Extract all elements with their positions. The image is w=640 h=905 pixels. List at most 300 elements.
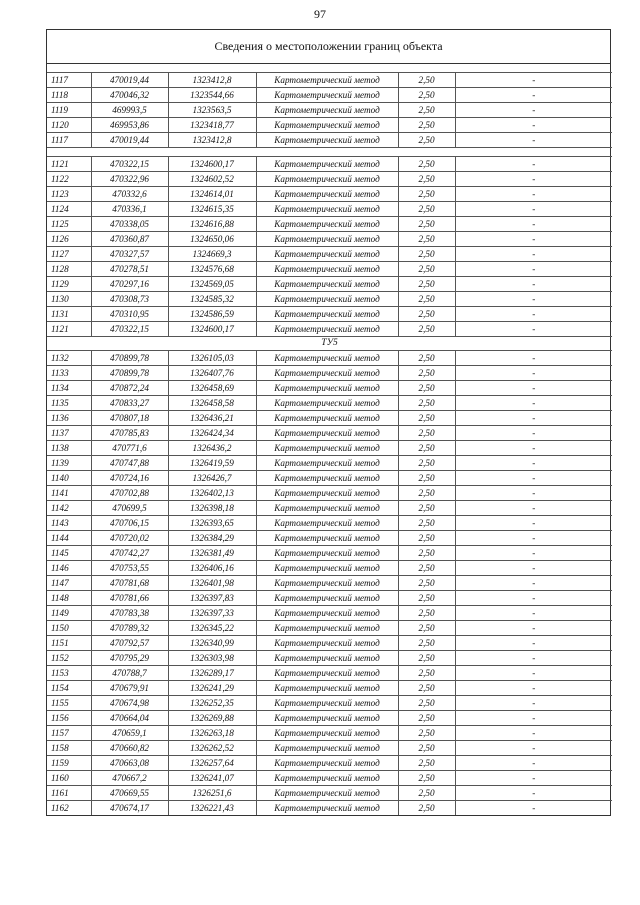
table-row <box>47 187 612 202</box>
coord-y-cell: 1326436,2 <box>168 441 256 456</box>
method-cell: Картометрический метод <box>256 351 398 366</box>
coord-x-cell: 470674,17 <box>91 801 168 816</box>
coord-y-cell: 1324600,17 <box>168 322 256 337</box>
precision-cell: 2,50 <box>398 322 455 337</box>
precision-cell: 2,50 <box>398 756 455 771</box>
table-row <box>47 471 612 486</box>
description-cell: - <box>455 681 612 696</box>
description-cell: - <box>455 516 612 531</box>
method-cell: Картометрический метод <box>256 411 398 426</box>
table-row <box>47 771 612 786</box>
method-cell: Картометрический метод <box>256 786 398 801</box>
precision-cell: 2,50 <box>398 531 455 546</box>
table-row <box>47 621 612 636</box>
description-cell: - <box>455 262 612 277</box>
point-number-cell: 1136 <box>47 411 91 426</box>
precision-cell: 2,50 <box>398 516 455 531</box>
description-cell: - <box>455 771 612 786</box>
method-cell: Картометрический метод <box>256 651 398 666</box>
description-cell: - <box>455 217 612 232</box>
method-cell: Картометрический метод <box>256 681 398 696</box>
precision-cell: 2,50 <box>398 741 455 756</box>
point-number-cell: 1135 <box>47 396 91 411</box>
table-row <box>47 411 612 426</box>
description-cell: - <box>455 786 612 801</box>
table-row <box>47 103 612 118</box>
point-number-cell: 1117 <box>47 133 91 148</box>
description-cell: - <box>455 756 612 771</box>
coord-x-cell: 470785,83 <box>91 426 168 441</box>
table-row <box>47 516 612 531</box>
method-cell: Картометрический метод <box>256 322 398 337</box>
coord-y-cell: 1324616,88 <box>168 217 256 232</box>
description-cell: - <box>455 651 612 666</box>
description-cell: - <box>455 441 612 456</box>
table-row <box>47 351 612 366</box>
description-cell: - <box>455 621 612 636</box>
table-row <box>47 441 612 456</box>
description-cell: - <box>455 471 612 486</box>
table-row <box>47 262 612 277</box>
coord-y-cell: 1326424,34 <box>168 426 256 441</box>
precision-cell: 2,50 <box>398 366 455 381</box>
point-number-cell: 1155 <box>47 696 91 711</box>
method-cell: Картометрический метод <box>256 118 398 133</box>
precision-cell: 2,50 <box>398 381 455 396</box>
coord-x-cell: 470702,88 <box>91 486 168 501</box>
description-cell: - <box>455 157 612 172</box>
coord-x-cell: 470781,66 <box>91 591 168 606</box>
table-row <box>47 217 612 232</box>
coord-y-cell: 1326345,22 <box>168 621 256 636</box>
coord-x-cell: 470322,96 <box>91 172 168 187</box>
method-cell: Картометрический метод <box>256 636 398 651</box>
description-cell: - <box>455 202 612 217</box>
description-cell: - <box>455 486 612 501</box>
precision-cell: 2,50 <box>398 636 455 651</box>
coord-x-cell: 470322,15 <box>91 322 168 337</box>
point-number-cell: 1156 <box>47 711 91 726</box>
coord-x-cell: 470720,02 <box>91 531 168 546</box>
table-row <box>47 426 612 441</box>
precision-cell: 2,50 <box>398 606 455 621</box>
point-number-cell: 1138 <box>47 441 91 456</box>
description-cell: - <box>455 426 612 441</box>
coord-x-cell: 469953,86 <box>91 118 168 133</box>
coord-y-cell: 1326241,29 <box>168 681 256 696</box>
point-number-cell: 1126 <box>47 232 91 247</box>
coord-y-cell: 1324585,32 <box>168 292 256 307</box>
table-row <box>47 636 612 651</box>
table-row <box>47 651 612 666</box>
table-title: Сведения о местоположении границ объекта <box>47 30 610 64</box>
point-number-cell: 1127 <box>47 247 91 262</box>
page-number: 97 <box>314 7 326 21</box>
coord-y-cell: 1326397,33 <box>168 606 256 621</box>
method-cell: Картометрический метод <box>256 801 398 816</box>
point-number-cell: 1129 <box>47 277 91 292</box>
precision-cell: 2,50 <box>398 456 455 471</box>
point-number-cell: 1143 <box>47 516 91 531</box>
description-cell: - <box>455 591 612 606</box>
method-cell: Картометрический метод <box>256 133 398 148</box>
table-row <box>47 486 612 501</box>
table-row <box>47 546 612 561</box>
coord-y-cell: 1324600,17 <box>168 157 256 172</box>
precision-cell: 2,50 <box>398 786 455 801</box>
coord-y-cell: 1323563,5 <box>168 103 256 118</box>
point-number-cell: 1161 <box>47 786 91 801</box>
method-cell: Картометрический метод <box>256 471 398 486</box>
coord-y-cell: 1324586,59 <box>168 307 256 322</box>
coord-x-cell: 470781,68 <box>91 576 168 591</box>
method-cell: Картометрический метод <box>256 73 398 88</box>
table-row <box>47 381 612 396</box>
section-separator-cell <box>47 64 612 73</box>
coord-x-cell: 470660,82 <box>91 741 168 756</box>
coord-x-cell: 470327,57 <box>91 247 168 262</box>
table-row <box>47 247 612 262</box>
table-row <box>47 576 612 591</box>
precision-cell: 2,50 <box>398 546 455 561</box>
table-row <box>47 801 612 816</box>
coord-y-cell: 1323544,66 <box>168 88 256 103</box>
table-row <box>47 133 612 148</box>
precision-cell: 2,50 <box>398 771 455 786</box>
description-cell: - <box>455 696 612 711</box>
coord-y-cell: 1326381,49 <box>168 546 256 561</box>
point-number-cell: 1131 <box>47 307 91 322</box>
method-cell: Картометрический метод <box>256 232 398 247</box>
method-cell: Картометрический метод <box>256 696 398 711</box>
coord-y-cell: 1323418,77 <box>168 118 256 133</box>
point-number-cell: 1151 <box>47 636 91 651</box>
precision-cell: 2,50 <box>398 666 455 681</box>
method-cell: Картометрический метод <box>256 741 398 756</box>
coord-y-cell: 1326393,65 <box>168 516 256 531</box>
method-cell: Картометрический метод <box>256 621 398 636</box>
coord-x-cell: 470046,32 <box>91 88 168 103</box>
table-row <box>47 741 612 756</box>
coord-x-cell: 470360,87 <box>91 232 168 247</box>
description-cell: - <box>455 561 612 576</box>
coord-y-cell: 1326105,03 <box>168 351 256 366</box>
precision-cell: 2,50 <box>398 726 455 741</box>
coord-x-cell: 470724,16 <box>91 471 168 486</box>
description-cell: - <box>455 307 612 322</box>
table-row <box>47 292 612 307</box>
precision-cell: 2,50 <box>398 232 455 247</box>
description-cell: - <box>455 322 612 337</box>
description-cell: - <box>455 351 612 366</box>
coord-x-cell: 470338,05 <box>91 217 168 232</box>
precision-cell: 2,50 <box>398 187 455 202</box>
table-row <box>47 232 612 247</box>
description-cell: - <box>455 411 612 426</box>
method-cell: Картометрический метод <box>256 516 398 531</box>
coord-x-cell: 470664,04 <box>91 711 168 726</box>
precision-cell: 2,50 <box>398 202 455 217</box>
description-cell: - <box>455 292 612 307</box>
table-row <box>47 118 612 133</box>
coord-x-cell: 470659,1 <box>91 726 168 741</box>
coord-x-cell: 470278,51 <box>91 262 168 277</box>
point-number-cell: 1141 <box>47 486 91 501</box>
coord-x-cell: 470807,18 <box>91 411 168 426</box>
coord-y-cell: 1326289,17 <box>168 666 256 681</box>
description-cell: - <box>455 277 612 292</box>
precision-cell: 2,50 <box>398 133 455 148</box>
precision-cell: 2,50 <box>398 262 455 277</box>
coord-x-cell: 470788,7 <box>91 666 168 681</box>
section-label: ТУ5 <box>47 337 612 351</box>
coordinates-table <box>47 64 612 815</box>
description-cell: - <box>455 666 612 681</box>
point-number-cell: 1132 <box>47 351 91 366</box>
description-cell: - <box>455 88 612 103</box>
coord-x-cell: 470789,32 <box>91 621 168 636</box>
precision-cell: 2,50 <box>398 441 455 456</box>
section-separator <box>47 148 612 157</box>
method-cell: Картометрический метод <box>256 771 398 786</box>
point-number-cell: 1120 <box>47 118 91 133</box>
table-row <box>47 157 612 172</box>
coord-y-cell: 1326407,76 <box>168 366 256 381</box>
description-cell: - <box>455 501 612 516</box>
coord-y-cell: 1326303,98 <box>168 651 256 666</box>
table-row <box>47 88 612 103</box>
precision-cell: 2,50 <box>398 247 455 262</box>
table-row <box>47 606 612 621</box>
method-cell: Картометрический метод <box>256 88 398 103</box>
point-number-cell: 1128 <box>47 262 91 277</box>
point-number-cell: 1162 <box>47 801 91 816</box>
point-number-cell: 1123 <box>47 187 91 202</box>
precision-cell: 2,50 <box>398 157 455 172</box>
coordinates-table-body <box>47 64 612 815</box>
method-cell: Картометрический метод <box>256 726 398 741</box>
coord-y-cell: 1323412,8 <box>168 133 256 148</box>
point-number-cell: 1148 <box>47 591 91 606</box>
description-cell: - <box>455 133 612 148</box>
method-cell: Картометрический метод <box>256 247 398 262</box>
description-cell: - <box>455 381 612 396</box>
precision-cell: 2,50 <box>398 118 455 133</box>
precision-cell: 2,50 <box>398 103 455 118</box>
description-cell: - <box>455 172 612 187</box>
coord-y-cell: 1326221,43 <box>168 801 256 816</box>
coord-y-cell: 1326458,58 <box>168 396 256 411</box>
method-cell: Картометрический метод <box>256 456 398 471</box>
coord-x-cell: 470019,44 <box>91 133 168 148</box>
coord-y-cell: 1326406,16 <box>168 561 256 576</box>
method-cell: Картометрический метод <box>256 561 398 576</box>
table-row <box>47 396 612 411</box>
coord-x-cell: 470792,57 <box>91 636 168 651</box>
method-cell: Картометрический метод <box>256 277 398 292</box>
point-number-cell: 1150 <box>47 621 91 636</box>
precision-cell: 2,50 <box>398 88 455 103</box>
point-number-cell: 1144 <box>47 531 91 546</box>
method-cell: Картометрический метод <box>256 666 398 681</box>
description-cell: - <box>455 531 612 546</box>
coord-y-cell: 1326251,6 <box>168 786 256 801</box>
method-cell: Картометрический метод <box>256 292 398 307</box>
table-row <box>47 696 612 711</box>
method-cell: Картометрический метод <box>256 546 398 561</box>
precision-cell: 2,50 <box>398 471 455 486</box>
table-row <box>47 726 612 741</box>
method-cell: Картометрический метод <box>256 307 398 322</box>
coord-x-cell: 470872,24 <box>91 381 168 396</box>
coord-x-cell: 470899,78 <box>91 351 168 366</box>
point-number-cell: 1117 <box>47 73 91 88</box>
description-cell: - <box>455 232 612 247</box>
point-number-cell: 1145 <box>47 546 91 561</box>
table-row <box>47 531 612 546</box>
coord-x-cell: 470795,29 <box>91 651 168 666</box>
point-number-cell: 1121 <box>47 322 91 337</box>
point-number-cell: 1147 <box>47 576 91 591</box>
coord-x-cell: 470771,6 <box>91 441 168 456</box>
table-row <box>47 666 612 681</box>
coord-x-cell: 470297,16 <box>91 277 168 292</box>
point-number-cell: 1146 <box>47 561 91 576</box>
description-cell: - <box>455 456 612 471</box>
coord-x-cell: 470332,6 <box>91 187 168 202</box>
description-cell: - <box>455 546 612 561</box>
method-cell: Картометрический метод <box>256 202 398 217</box>
coord-x-cell: 470308,73 <box>91 292 168 307</box>
point-number-cell: 1160 <box>47 771 91 786</box>
description-cell: - <box>455 606 612 621</box>
coord-y-cell: 1324669,3 <box>168 247 256 262</box>
table-row <box>47 202 612 217</box>
point-number-cell: 1140 <box>47 471 91 486</box>
point-number-cell: 1159 <box>47 756 91 771</box>
precision-cell: 2,50 <box>398 501 455 516</box>
description-cell: - <box>455 247 612 262</box>
point-number-cell: 1154 <box>47 681 91 696</box>
precision-cell: 2,50 <box>398 411 455 426</box>
coord-y-cell: 1326401,98 <box>168 576 256 591</box>
coord-x-cell: 470742,27 <box>91 546 168 561</box>
table-row <box>47 786 612 801</box>
precision-cell: 2,50 <box>398 801 455 816</box>
coord-y-cell: 1324569,05 <box>168 277 256 292</box>
precision-cell: 2,50 <box>398 217 455 232</box>
description-cell: - <box>455 73 612 88</box>
precision-cell: 2,50 <box>398 591 455 606</box>
table-row <box>47 681 612 696</box>
coord-y-cell: 1326384,29 <box>168 531 256 546</box>
method-cell: Картометрический метод <box>256 396 398 411</box>
method-cell: Картометрический метод <box>256 366 398 381</box>
method-cell: Картометрический метод <box>256 531 398 546</box>
point-number-cell: 1118 <box>47 88 91 103</box>
coord-x-cell: 470699,5 <box>91 501 168 516</box>
table-row <box>47 322 612 337</box>
coordinates-table-frame <box>46 29 611 816</box>
description-cell: - <box>455 711 612 726</box>
method-cell: Картометрический метод <box>256 711 398 726</box>
section-separator-cell <box>47 148 612 157</box>
description-cell: - <box>455 366 612 381</box>
precision-cell: 2,50 <box>398 292 455 307</box>
coord-x-cell: 470669,55 <box>91 786 168 801</box>
coord-y-cell: 1326419,59 <box>168 456 256 471</box>
table-row <box>47 456 612 471</box>
precision-cell: 2,50 <box>398 696 455 711</box>
precision-cell: 2,50 <box>398 351 455 366</box>
precision-cell: 2,50 <box>398 73 455 88</box>
method-cell: Картометрический метод <box>256 501 398 516</box>
method-cell: Картометрический метод <box>256 103 398 118</box>
method-cell: Картометрический метод <box>256 172 398 187</box>
table-row <box>47 366 612 381</box>
coord-x-cell: 470783,38 <box>91 606 168 621</box>
precision-cell: 2,50 <box>398 396 455 411</box>
precision-cell: 2,50 <box>398 486 455 501</box>
coord-y-cell: 1324650,06 <box>168 232 256 247</box>
method-cell: Картометрический метод <box>256 591 398 606</box>
coord-x-cell: 470747,88 <box>91 456 168 471</box>
method-cell: Картометрический метод <box>256 426 398 441</box>
table-row <box>47 756 612 771</box>
coord-x-cell: 470663,08 <box>91 756 168 771</box>
precision-cell: 2,50 <box>398 621 455 636</box>
point-number-cell: 1124 <box>47 202 91 217</box>
precision-cell: 2,50 <box>398 172 455 187</box>
coord-y-cell: 1326398,18 <box>168 501 256 516</box>
point-number-cell: 1137 <box>47 426 91 441</box>
coord-x-cell: 470899,78 <box>91 366 168 381</box>
precision-cell: 2,50 <box>398 426 455 441</box>
coord-y-cell: 1326458,69 <box>168 381 256 396</box>
table-row <box>47 591 612 606</box>
table-row <box>47 307 612 322</box>
section-label-row <box>47 337 612 351</box>
method-cell: Картометрический метод <box>256 381 398 396</box>
point-number-cell: 1130 <box>47 292 91 307</box>
coord-y-cell: 1326241,07 <box>168 771 256 786</box>
coord-x-cell: 470674,98 <box>91 696 168 711</box>
coord-y-cell: 1326269,88 <box>168 711 256 726</box>
table-row <box>47 501 612 516</box>
method-cell: Картометрический метод <box>256 217 398 232</box>
precision-cell: 2,50 <box>398 681 455 696</box>
coord-y-cell: 1326402,13 <box>168 486 256 501</box>
coord-y-cell: 1326397,83 <box>168 591 256 606</box>
point-number-cell: 1142 <box>47 501 91 516</box>
coord-y-cell: 1326262,52 <box>168 741 256 756</box>
coord-x-cell: 470833,27 <box>91 396 168 411</box>
point-number-cell: 1122 <box>47 172 91 187</box>
point-number-cell: 1125 <box>47 217 91 232</box>
method-cell: Картометрический метод <box>256 441 398 456</box>
coord-y-cell: 1326252,35 <box>168 696 256 711</box>
precision-cell: 2,50 <box>398 651 455 666</box>
point-number-cell: 1157 <box>47 726 91 741</box>
description-cell: - <box>455 726 612 741</box>
coord-x-cell: 470679,91 <box>91 681 168 696</box>
method-cell: Картометрический метод <box>256 187 398 202</box>
precision-cell: 2,50 <box>398 711 455 726</box>
coord-x-cell: 469993,5 <box>91 103 168 118</box>
point-number-cell: 1152 <box>47 651 91 666</box>
description-cell: - <box>455 801 612 816</box>
coord-y-cell: 1326257,64 <box>168 756 256 771</box>
